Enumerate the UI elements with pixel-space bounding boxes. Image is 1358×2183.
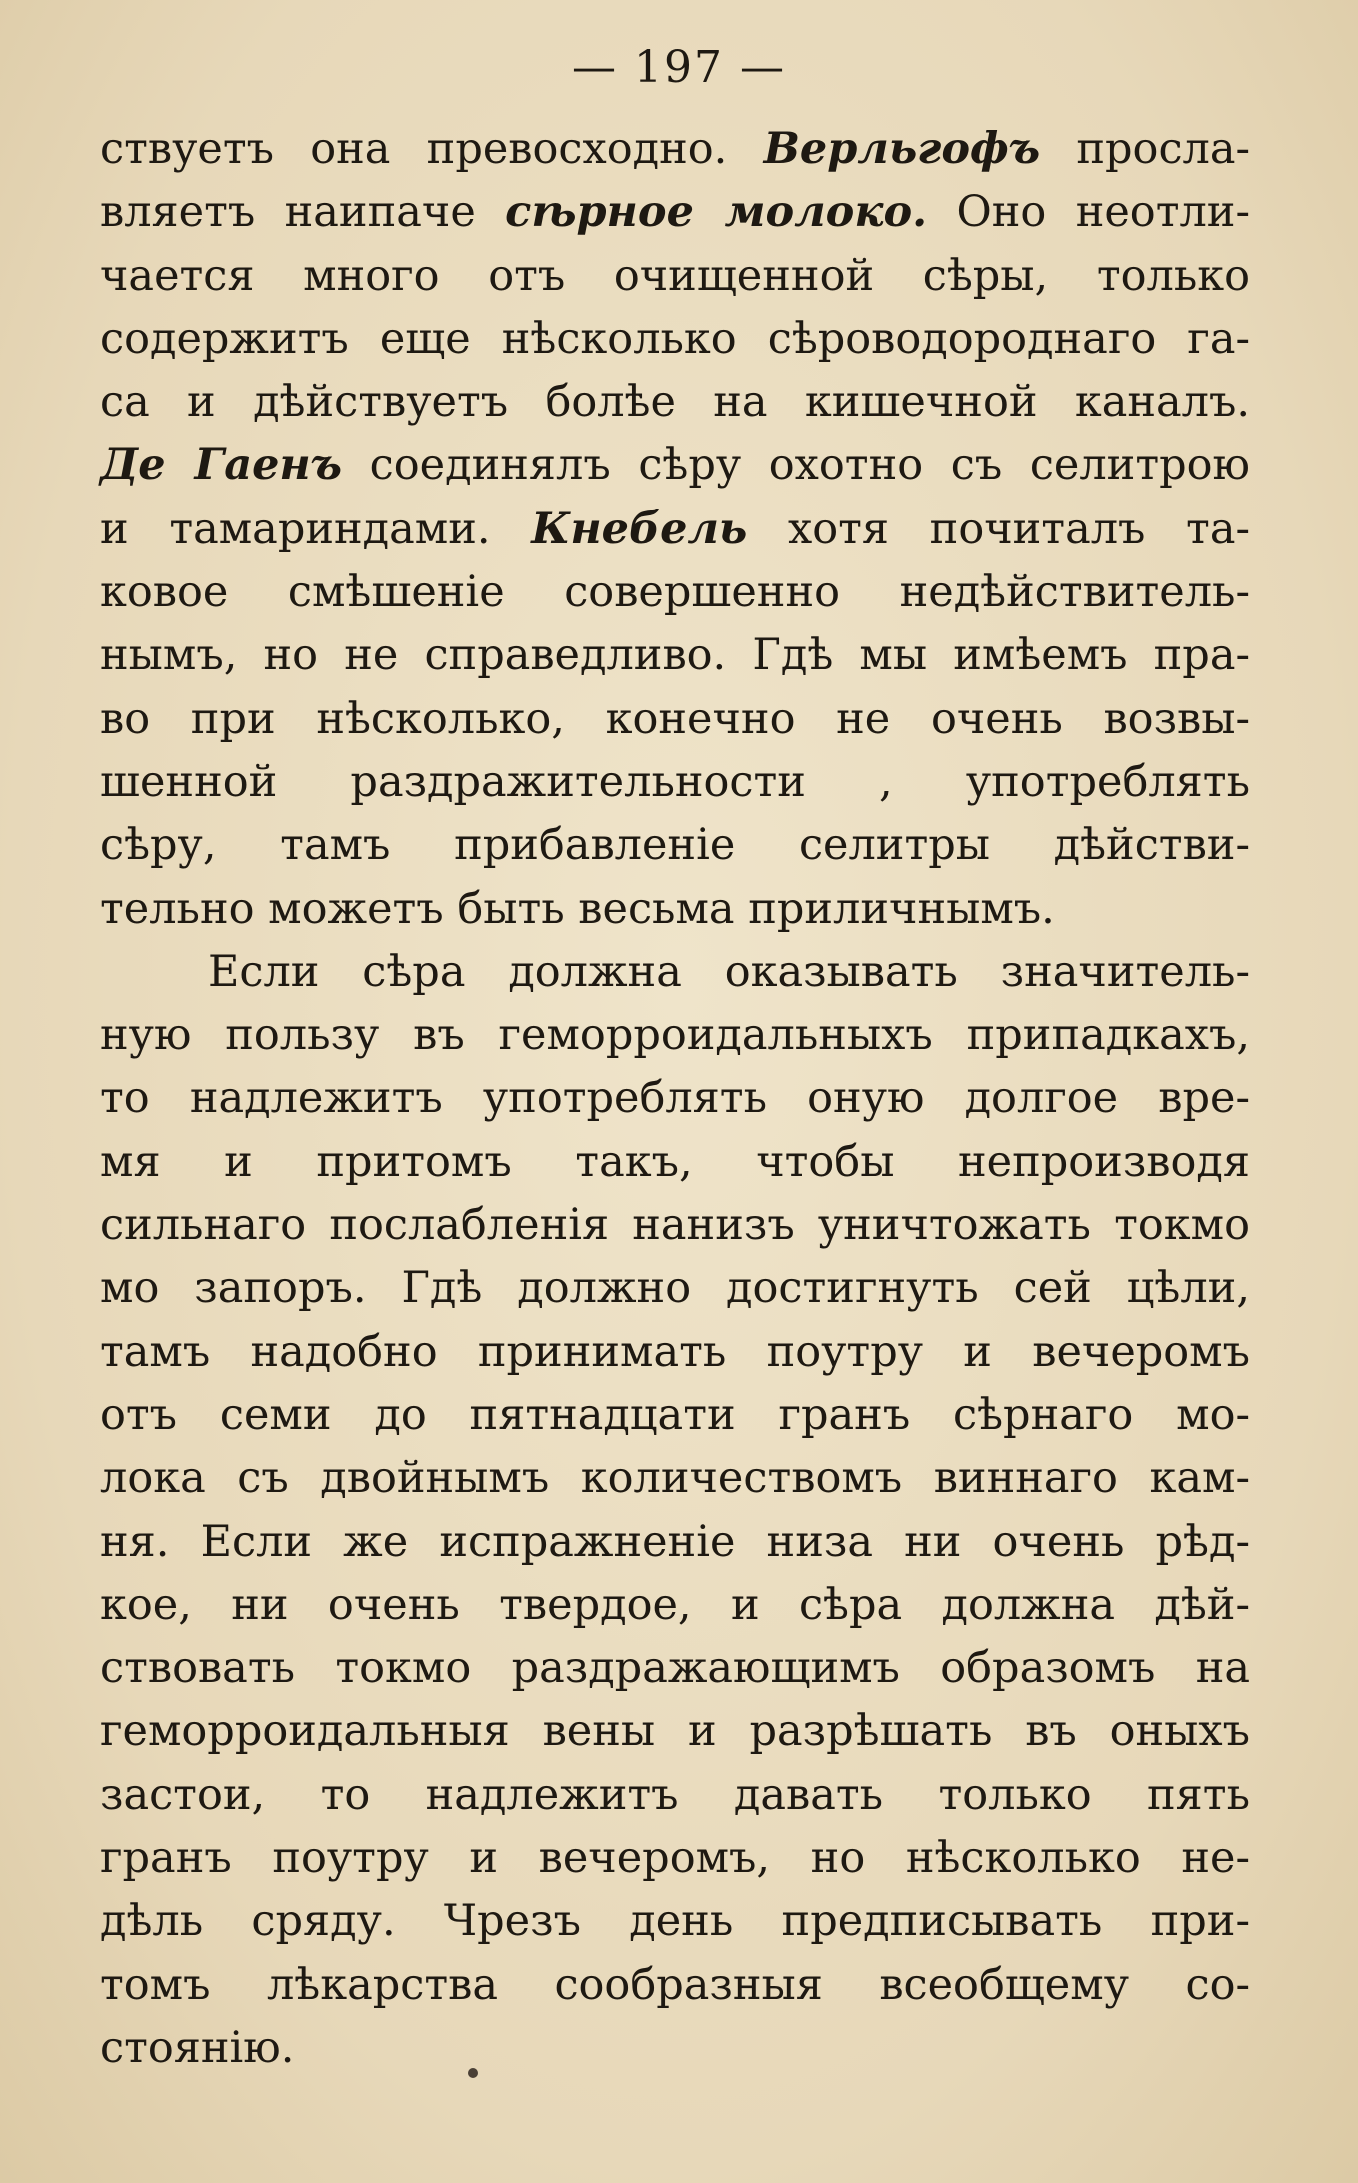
text-segment: Если сѣра должна оказывать значитель- — [208, 946, 1250, 997]
text-line — [100, 1827, 1250, 1890]
text-segment: са и дѣйствуетъ болѣе на кишечной каналъ. — [100, 377, 1250, 428]
text-line — [100, 624, 1250, 687]
text-line — [100, 434, 1250, 497]
text-line — [100, 498, 1250, 561]
text-line — [100, 1384, 1250, 1447]
text-line — [100, 1321, 1250, 1384]
text-segment: ствовать токмо раздражающимъ образомъ на — [100, 1643, 1250, 1694]
text-segment: сѣру, тамъ прибавленіе селитры дѣйстви- — [100, 820, 1250, 871]
text-line — [100, 2017, 1250, 2080]
text-line — [100, 1067, 1250, 1130]
text-segment: ня. Если же испражненіе низа ни очень рѣд- — [100, 1516, 1250, 1567]
text-segment: чается много отъ очищенной сѣры, только — [100, 250, 1250, 301]
text-line — [100, 245, 1250, 308]
text-line — [100, 751, 1250, 814]
text-segment: соединялъ сѣру охотно съ селитрою — [342, 440, 1250, 491]
text-segment: ковое смѣшеніе совершенно недѣйствитель- — [100, 567, 1250, 618]
text-line — [100, 1447, 1250, 1510]
text-line — [100, 308, 1250, 371]
text-line — [100, 1574, 1250, 1637]
italic-name: Де Гаенъ — [100, 440, 343, 491]
text-segment: содержитъ еще нѣсколько сѣроводороднаго га- — [100, 313, 1250, 364]
text-segment: вляетъ наипаче — [100, 187, 506, 238]
text-line — [100, 878, 1250, 941]
ink-speck — [468, 2068, 478, 2078]
text-segment: нымъ, но не справедливо. Гдѣ мы имѣемъ пра- — [100, 630, 1250, 681]
text-line — [100, 814, 1250, 877]
text-segment: сильнаго послабленія нанизъ уничтожать токмо — [100, 1200, 1250, 1251]
text-line — [100, 1131, 1250, 1194]
page-number: — 197 — — [572, 42, 786, 93]
text-line — [100, 181, 1250, 244]
text-segment: тельно можетъ быть весьма приличнымъ. — [100, 883, 1055, 934]
text-segment: геморроидальныя вены и разрѣшать въ оныхъ — [100, 1706, 1250, 1757]
text-segment: застои, то надлежитъ давать только пять — [100, 1769, 1250, 1820]
text-line — [100, 1004, 1250, 1067]
text-segment: томъ лѣкарства сообразныя всеобщему со- — [100, 1959, 1250, 2010]
text-line — [100, 371, 1250, 434]
text-segment: дѣль сряду. Чрезъ день предписывать при- — [100, 1896, 1250, 1947]
text-line — [100, 1954, 1250, 2017]
text-segment: шенной раздражительности , употреблять — [100, 756, 1250, 807]
text-line — [100, 1764, 1250, 1827]
text-line — [100, 1700, 1250, 1763]
text-segment: отъ семи до пятнадцати гранъ сѣрнаго мо- — [100, 1389, 1250, 1440]
text-segment: кое, ни очень твердое, и сѣра должна дѣй- — [100, 1579, 1250, 1630]
text-line — [100, 561, 1250, 624]
text-segment: во при нѣсколько, конечно не очень возвы- — [100, 693, 1250, 744]
text-line — [100, 1257, 1250, 1320]
text-segment: мя и притомъ такъ, чтобы непроизводя — [100, 1136, 1250, 1187]
text-segment: тамъ надобно принимать поутру и вечеромъ — [100, 1326, 1250, 1377]
text-segment: гранъ поутру и вечеромъ, но нѣсколько не- — [100, 1833, 1250, 1884]
text-segment: и тамариндами. — [100, 503, 532, 554]
italic-name: сѣрное молоко. — [505, 187, 928, 238]
text-line — [100, 1637, 1250, 1700]
text-line — [100, 118, 1250, 181]
text-segment: хотя почиталъ та- — [747, 503, 1250, 554]
text-segment: то надлежитъ употреблять оную долгое вре- — [100, 1073, 1250, 1124]
text-segment: стоянію. — [100, 2022, 295, 2073]
text-segment: мо запоръ. Гдѣ должно достигнуть сей цѣли, — [100, 1263, 1250, 1314]
body-text — [100, 118, 1250, 2080]
text-segment: лока съ двойнымъ количествомъ виннаго кам- — [100, 1453, 1250, 1504]
text-line — [100, 941, 1250, 1004]
text-line — [100, 1511, 1250, 1574]
text-line — [100, 1194, 1250, 1257]
italic-name: Кнебель — [531, 503, 748, 554]
text-segment: ствуетъ она превосходно. — [100, 124, 764, 174]
text-segment: ную пользу въ геморроидальныхъ припадкахъ, — [100, 1010, 1250, 1061]
text-line — [100, 688, 1250, 751]
text-line — [100, 1890, 1250, 1953]
italic-name: Верльгофъ — [763, 124, 1041, 174]
text-segment: прослa- — [1040, 124, 1251, 174]
text-segment: Оно неотли- — [927, 187, 1250, 238]
